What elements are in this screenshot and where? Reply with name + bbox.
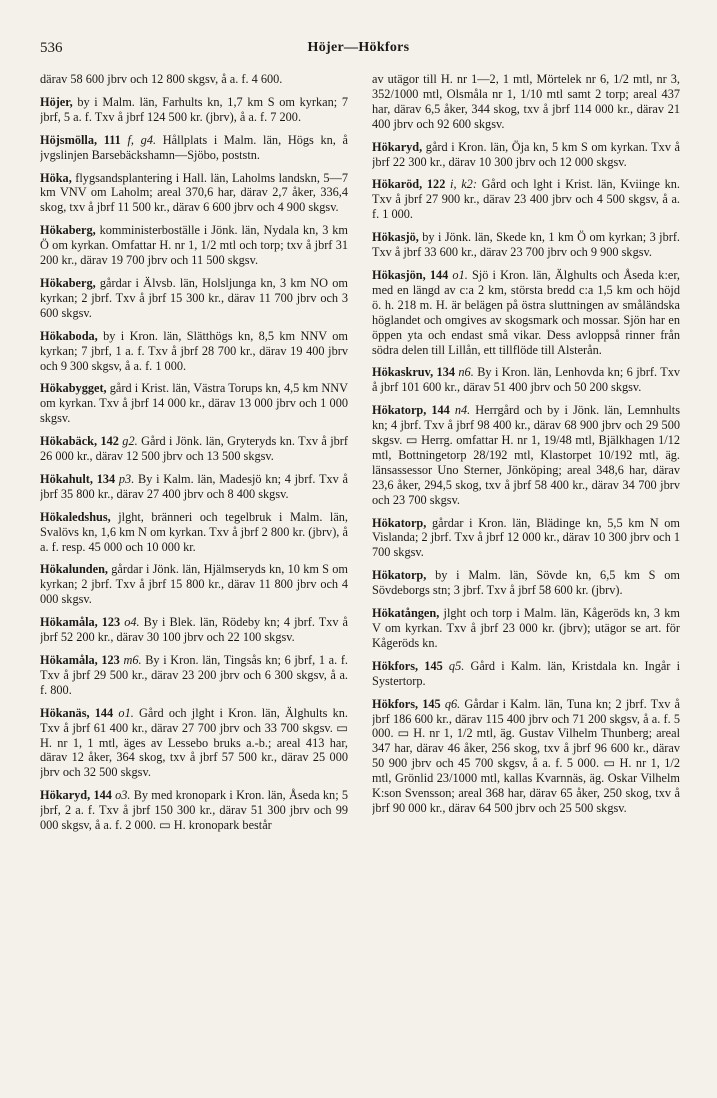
entry-text: by i Malm. län, Sövde kn, 6,5 km S om Sövdeborgs stn; 3 jbrf. Txv å jbrf 58 600 kr. (jbrv).: [372, 568, 680, 598]
entry-map-reference: i, k2:: [445, 177, 477, 192]
entry-headword: Hökaryd,: [372, 139, 423, 154]
entry-map-reference: n4.: [449, 403, 471, 418]
entry-text: gårdar i Älvsb. län, Holsljunga kn, 3 km NO om kyrkan; 2 jbrf. Txv å jbrf 15 300 kr., därav 11 700 jbrv och 3 600 skgsv.: [40, 275, 348, 320]
dictionary-entry: [40, 434, 348, 464]
entry-headword: Hökaberg,: [40, 275, 96, 290]
entry-text: gårdar i Kron. län, Blädinge kn, 5,5 km N om Vislanda; 2 jbrf. Txv å jbrf 12 000 kr., därav 10 300 jbrv och 1 700 skgsv.: [372, 515, 680, 560]
dictionary-entry: [40, 72, 348, 87]
running-title: Höjer—Hökfors: [307, 40, 410, 55]
dictionary-entry: [40, 472, 348, 502]
dictionary-entry: [40, 276, 348, 321]
entry-headword: Hökabygget,: [40, 381, 107, 396]
entry-headword: Hökabäck, 142: [40, 434, 119, 449]
page-header: [40, 40, 677, 62]
entry-text: By i Kalm. län, Madesjö kn; 4 jbrf. Txv å jbrf 35 800 kr., därav 27 400 jbrv och 8 400 skgsv.: [40, 471, 348, 501]
dictionary-entry: [40, 706, 348, 781]
entry-text: Gård och jlght i Kron. län, Älghults kn. Txv å jbrf 61 400 kr., därav 27 700 jbrv och 33 700 skgsv. ▭ H. nr 1, 1 mtl, äges av Lessebo bruks a.-b.; areal 413 har, därav 12 åker, 364 skog, txv å jbrf 57 500 kr., därav 25 000 jbrv och 32 500 skgsv.: [40, 705, 348, 780]
dictionary-entry: [372, 606, 680, 651]
entry-headword: Hökamåla, 123: [40, 615, 121, 630]
dictionary-entry: [40, 562, 348, 607]
dictionary-entry: [40, 171, 348, 216]
text-columns: [40, 72, 680, 1082]
entry-text: jlght, bränneri och tegelbruk i Malm. län, Svalövs kn, 1,6 km N om kyrkan. Txv å jbrf 2 800 kr. (jbrv), å a. f. resp. 45 000 och 10 000 kr.: [40, 509, 348, 554]
entry-map-reference: q5.: [442, 658, 465, 673]
entry-text: Sjö i Kron. län, Älghults och Åseda k:er, med en längd av c:a 2 km, största bredd c:a 1,5 km och höjd ö. h. 218 m. H. är belägen på östra sluttningen av småländska höglandet och omgives av skogsmark och mossar. Sjön har en öppen yta och endast små vikar. Dess avloppså rinner från södra delen till Lillån, ett tillflöde till Alsterån.: [372, 267, 680, 357]
entry-text: By i Blek. län, Rödeby kn; 4 jbrf. Txv å jbrf 52 200 kr., därav 30 100 jbrv och 22 100 skgsv.: [40, 615, 348, 645]
entry-headword: Hökalunden,: [40, 562, 109, 577]
dictionary-entry: [40, 381, 348, 426]
entry-headword: Hökaledshus,: [40, 509, 111, 524]
entry-map-reference: p3.: [115, 471, 135, 486]
left-column: [40, 72, 348, 1082]
entry-text: gård i Kron. län, Öja kn, 5 km S om kyrkan. Txv å jbrf 22 300 kr., därav 10 300 jbrv och 12 000 skgsv.: [372, 139, 680, 169]
entry-headword: Höjer,: [40, 94, 73, 109]
entry-text: gård i Krist. län, Västra Torups kn, 4,5 km NNV om kyrkan. Txv å jbrf 14 000 kr., därav 13 000 jbrv och 1 000 skgsv.: [40, 381, 348, 426]
entry-map-reference: n6.: [455, 365, 474, 380]
entry-headword: Hökaberg,: [40, 223, 96, 238]
dictionary-entry: [40, 615, 348, 645]
entry-text: av utägor till H. nr 1—2, 1 mtl, Mörtelek nr 6, 1/2 mtl, nr 3, 352/1000 mtl, Olsmåla nr 1, 1/10 mtl samt 2 torp; areal 437 har, därav 6,5 åker, 344 skog, txv å jbrf 114 000 kr., därav 21 400 jbrv och 92 600 skgsv.: [372, 72, 680, 131]
entry-headword: Höjsmölla, 111: [40, 132, 121, 147]
entry-headword: Hökatången,: [372, 606, 440, 621]
entry-headword: Hökaröd, 122: [372, 177, 446, 192]
dictionary-entry: [372, 697, 680, 816]
entry-headword: Hökatorp, 144: [372, 403, 450, 418]
entry-headword: Höka,: [40, 170, 72, 185]
entry-headword: Hökaboda,: [40, 328, 98, 343]
entry-text: by i Malm. län, Farhults kn, 1,7 km S om kyrkan; 7 jbrf, 5 a. f. Txv å jbrf 124 500 kr. (jbrv), å a. f. 7 200.: [40, 94, 348, 124]
entry-headword: Hökasjön, 144: [372, 267, 449, 282]
entry-text: Gård i Jönk. län, Gryteryds kn. Txv å jbrf 26 000 kr., därav 12 500 jbrv och 13 500 skgsv.: [40, 434, 348, 464]
entry-text: Hållplats i Malm. län, Högs kn, å jvgslinjen Barsebäckshamn—Sjöbo, poststn.: [40, 132, 348, 162]
dictionary-entry: [372, 230, 680, 260]
entry-map-reference: q6.: [440, 696, 461, 711]
dictionary-entry: [40, 510, 348, 555]
dictionary-entry: [40, 95, 348, 125]
entry-text: by i Kron. län, Slätthögs kn, 8,5 km NNV om kyrkan; 7 jbrf, 1 a. f. Txv å jbrf 28 700 kr., därav 19 400 jbrv och 9 300 skgsv, å a. f. 1 000.: [40, 328, 348, 373]
entry-map-reference: m6.: [119, 653, 142, 667]
right-column: [372, 72, 680, 1082]
entry-headword: Hökahult, 134: [40, 471, 116, 486]
entry-map-reference: o1.: [448, 267, 468, 282]
entry-map-reference: f, g4.: [120, 132, 157, 147]
entry-headword: Hökfors, 145: [372, 696, 441, 711]
entry-text: jlght och torp i Malm. län, Kågeröds kn, 3 km V om kyrkan. Txv å jbrf 23 000 kr. (jbrv); utägor se art. för Kågeröds kn.: [372, 606, 680, 650]
dictionary-entry: [372, 403, 680, 507]
entry-headword: Hökanäs, 144: [40, 705, 114, 720]
dictionary-entry: [372, 140, 680, 170]
entry-headword: Hökasjö,: [372, 230, 419, 245]
entry-map-reference: g2.: [118, 434, 138, 449]
dictionary-entry: [372, 268, 680, 357]
entry-text: Gård och lght i Krist. län, Kviinge kn. Txv å jbrf 27 900 kr., därav 23 400 jbrv och 4 500 skgsv, å a. f. 1 000.: [372, 177, 680, 222]
entry-text: Gård i Kalm. län, Kristdala kn. Ingår i Systertorp.: [372, 658, 680, 688]
entry-headword: Hökfors, 145: [372, 658, 443, 673]
entry-headword: Hökatorp,: [372, 515, 427, 530]
dictionary-entry: [372, 516, 680, 561]
dictionary-entry: [372, 72, 680, 132]
dictionary-entry: [372, 365, 680, 395]
entry-text: By i Kron. län, Lenhovda kn; 6 jbrf. Txv å jbrf 101 600 kr., därav 51 400 jbrv och 50 200 skgsv.: [372, 365, 680, 395]
entry-text: flygsandsplantering i Hall. län, Laholms landskn, 5—7 km VNV om Laholm; areal 370,6 har, därav 2,7 åker, 336,4 skog, txv å jbrf 11 500 kr., därav 6 600 jbrv och 4 900 skgsv.: [40, 170, 348, 215]
dictionary-entry: [372, 177, 680, 222]
entry-map-reference: o3.: [111, 788, 131, 803]
dictionary-entry: [40, 329, 348, 374]
entry-text: komministerboställe i Jönk. län, Nydala kn, 3 km Ö om kyrkan. Omfattar H. nr 1, 1/2 mtl och torp; txv å jbrf 31 200 kr., därav 19 700 jbrv och 11 500 skgsv.: [40, 223, 348, 268]
entry-headword: Hökaryd, 144: [40, 788, 112, 803]
dictionary-entry: [40, 788, 348, 833]
dictionary-entry: [40, 133, 348, 163]
entry-headword: Hökatorp,: [372, 568, 427, 583]
entry-map-reference: o4.: [120, 615, 140, 630]
entry-text: gårdar i Jönk. län, Hjälmseryds kn, 10 km S om kyrkan; 2 jbrf. Txv å jbrf 15 800 kr., därav 11 800 jbrv och 4 000 skgsv.: [40, 562, 348, 607]
entry-text: därav 58 600 jbrv och 12 800 skgsv, å a. f. 4 600.: [40, 72, 283, 86]
entry-map-reference: o1.: [113, 705, 134, 720]
entry-headword: Hökaskruv, 134: [372, 365, 456, 380]
page-number: 536: [40, 40, 63, 56]
entry-text: by i Jönk. län, Skede kn, 1 km Ö om kyrkan; 3 jbrf. Txv å jbrf 33 600 kr., därav 23 700 jbrv och 9 900 skgsv.: [372, 230, 680, 260]
dictionary-entry: [372, 568, 680, 598]
entry-text: By med kronopark i Kron. län, Åseda kn; 5 jbrf, 2 a. f. Txv å jbrf 150 300 kr., därav 51 300 jbrv och 99 000 skgsv, å a. f. 2 000. ▭ H. kronopark består: [40, 788, 348, 833]
dictionary-entry: [40, 223, 348, 268]
dictionary-entry: [40, 653, 348, 698]
entry-text: By i Kron. län, Tingsås kn; 6 jbrf, 1 a. f. Txv å jbrf 29 500 kr., därav 23 200 jbrv och 6 300 skgsv, å a. f. 800.: [40, 653, 348, 697]
entry-text: Gårdar i Kalm. län, Tuna kn; 2 jbrf. Txv å jbrf 186 600 kr., därav 115 400 jbrv och 71 200 skgsv, å a. f. 5 000. ▭ H. nr 1, 1/2 mtl, äg. Gustav Vilhelm Thunberg; areal 347 har, därav 46 åker, 256 skog, txv å jbrf 96 600 kr., därav 50 900 jbrv och 45 700 skgsv, å a. f. 5 000. ▭ H. nr 1, 1/2 mtl, Grönlid 23/1000 mtl, kallas Kvarnnäs, äg. Oskar Vilhelm K:son Svensson; areal 368 har, därav 65 åker, 250 skog, txv å jbrf 90 000 kr., därav 64 500 jbrv och 25 500 skgsv.: [372, 696, 680, 815]
entry-headword: Hökamåla, 123: [40, 653, 120, 667]
entry-text: Herrgård och by i Jönk. län, Lemnhults kn; 4 jbrf. Txv å jbrf 98 400 kr., därav 68 900 jbrv och 29 500 skgsv. ▭ Herrg. omfattar H. nr 1, 19/48 mtl, Bjälkhagen 1/12 mtl, Bottningetorp 28/192 mtl, Klastorpet 10/192 mtl, äg. länsassessor Uno Sterner, Jönköping; areal 348,6 har, därav 23,6 åker, 294,5 skog, txv å jbrf 58 400 kr., därav 34 700 jbrv och 23 700 skgsv.: [372, 403, 680, 507]
dictionary-entry: [372, 659, 680, 689]
